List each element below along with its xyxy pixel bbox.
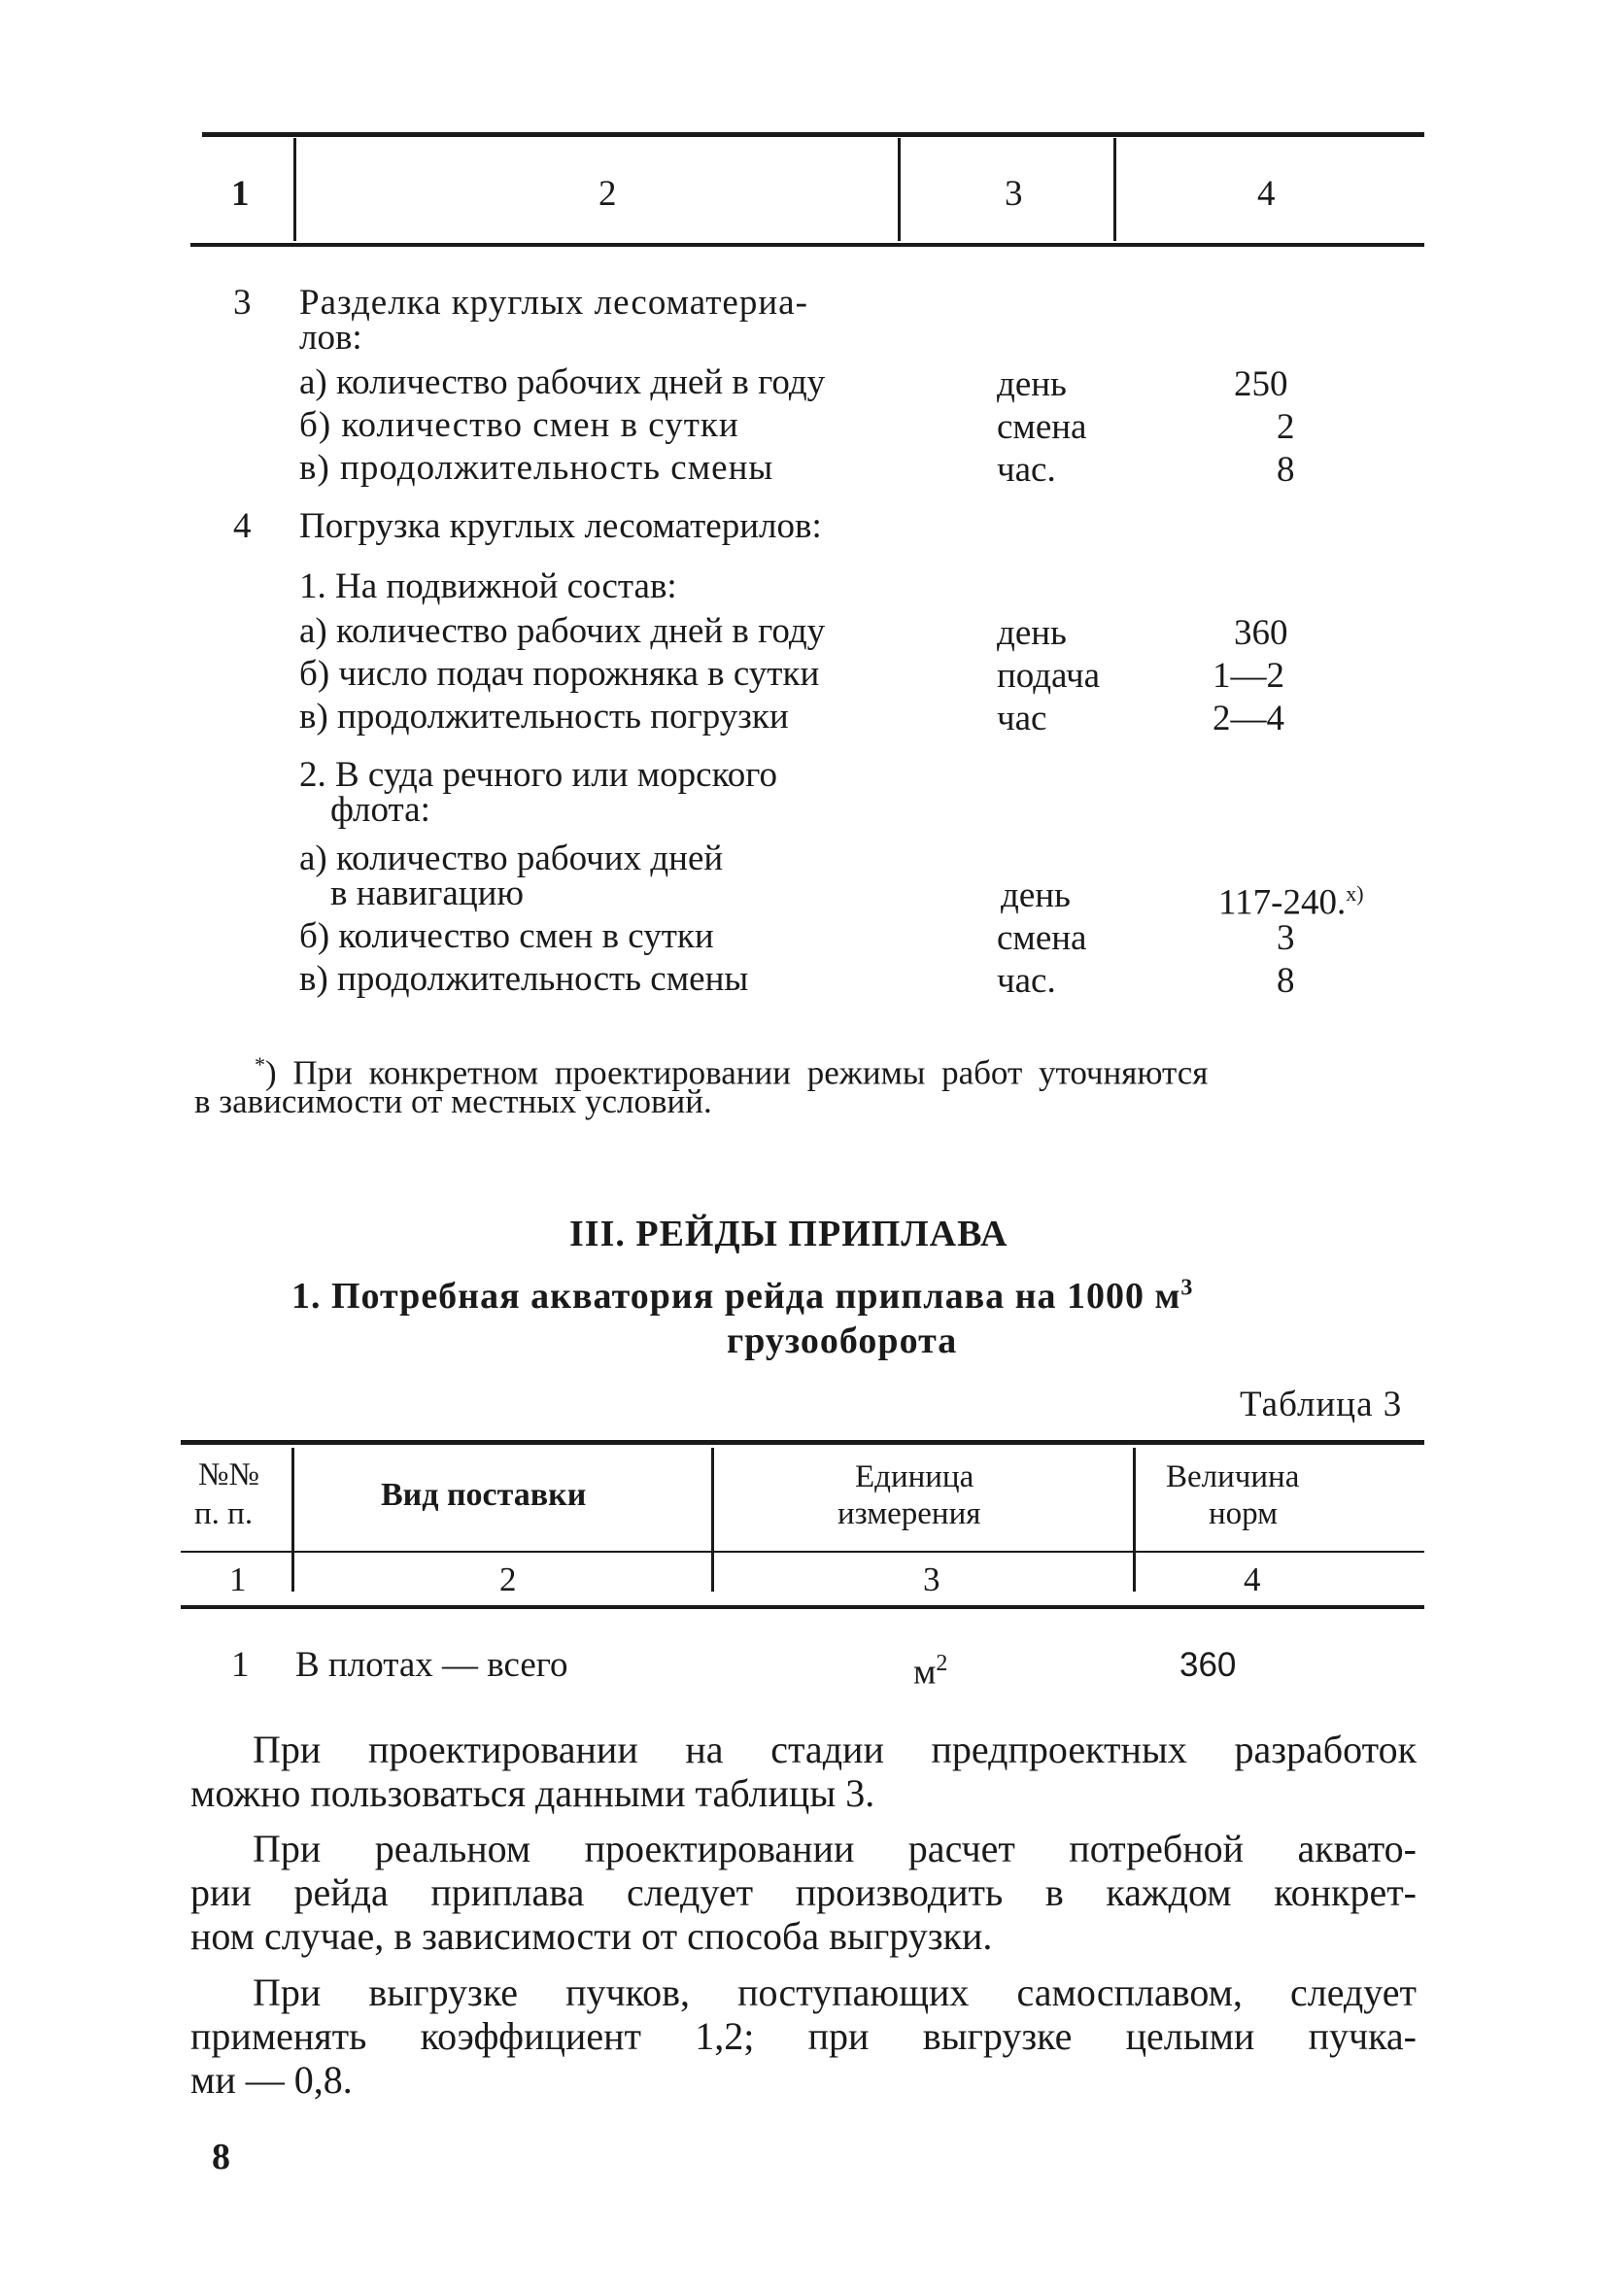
- table3-row-unit-text: м: [913, 1652, 937, 1693]
- row-description: а) количество рабочих дней в году: [299, 611, 826, 651]
- paragraph-line: рии рейда приплава следует производить в каждом конкрет-: [190, 1870, 1417, 1914]
- table3-col-number-1: 1: [229, 1560, 247, 1598]
- paragraph-line: При реальном проектировании расчет потребной аквато-: [253, 1827, 1417, 1870]
- paragraph-1: [190, 1728, 1417, 1815]
- row-description-cont: лов:: [299, 318, 362, 358]
- subsection-title-line-2: грузооборота: [727, 1320, 958, 1361]
- top-table-top-rule: [202, 132, 1424, 137]
- page-number: 8: [212, 2137, 230, 2177]
- top-table-col-1-header: 1: [231, 174, 250, 214]
- top-table-col-divider-1: [293, 138, 296, 241]
- row-unit: день: [997, 613, 1067, 653]
- row-description: б) количество смен в сутки: [299, 916, 714, 956]
- table3-row-unit-sup: 2: [936, 1651, 948, 1676]
- table3-row-value: 360: [1179, 1646, 1237, 1684]
- row-value: 8: [1277, 961, 1295, 1001]
- table3-col-number-2: 2: [499, 1560, 517, 1598]
- paragraph-line: При выгрузке пучков, поступающих самосплавом, следует: [253, 1970, 1417, 2014]
- row-unit: смена: [997, 407, 1087, 447]
- row-unit: день: [1001, 875, 1071, 915]
- paragraph-line: При проектировании на стадии предпроектных разработок: [253, 1728, 1417, 1771]
- row-value: 1—2: [1213, 656, 1284, 696]
- table3-header-bottom-rule: [181, 1605, 1424, 1609]
- row-unit: день: [997, 364, 1067, 404]
- table3-header-num-line-1: №№: [198, 1457, 259, 1492]
- paragraph-line: ном случае, в зависимости от способа выгрузки.: [190, 1914, 993, 1958]
- row-description: в) продолжительность смены: [299, 959, 749, 999]
- row-unit: час.: [997, 961, 1056, 1001]
- paragraph-line: применять коэффициент 1,2; при выгрузке целыми пучка-: [190, 2014, 1417, 2058]
- row-unit: час.: [997, 450, 1056, 490]
- table3-row-num: 1: [231, 1645, 250, 1685]
- table3-top-rule: [181, 1440, 1424, 1445]
- footnote-line-2: в зависимости от местных условий.: [194, 1082, 712, 1120]
- table3-header-unit-line-2: измерения: [837, 1496, 981, 1531]
- row-value: 250: [1234, 364, 1288, 404]
- row-description: в) продолжительность погрузки: [299, 697, 789, 737]
- top-table-col-divider-2: [898, 138, 901, 241]
- row-unit: подача: [997, 656, 1101, 696]
- row-description-cont: в навигацию: [330, 874, 525, 913]
- table3-col-number-3: 3: [923, 1560, 940, 1598]
- row-description: б) число подач порожняка в сутки: [299, 654, 820, 694]
- row-value: 3: [1277, 918, 1295, 958]
- table3-col-divider-3: [1133, 1448, 1136, 1592]
- table3-header-unit-line-1: Единица: [855, 1459, 974, 1494]
- subsection-title-line-1: [291, 1275, 1193, 1318]
- table-label: Таблица 3: [1240, 1385, 1403, 1424]
- row-unit: смена: [997, 918, 1087, 958]
- table3-header-num-line-2: п. п.: [194, 1496, 254, 1531]
- table3-col-number-4: 4: [1244, 1560, 1261, 1598]
- footnote-text: ) При конкретном проектировании режимы работ уточняются: [265, 1053, 1209, 1092]
- top-table-col-4-header: 4: [1257, 174, 1276, 214]
- top-table-header-bottom-rule: [190, 243, 1424, 247]
- row-description: Разделка круглых лесоматериа-: [299, 283, 808, 323]
- row-value: 8: [1277, 450, 1295, 490]
- row-value-text: 117-240.: [1218, 882, 1347, 923]
- paragraph-3: [190, 1970, 1417, 2102]
- table3-col-divider-1: [291, 1448, 294, 1592]
- row-description: в) продолжительность смены: [299, 448, 774, 488]
- paragraph-2: [190, 1827, 1417, 1958]
- table3-header-norm-line-2: норм: [1209, 1496, 1279, 1531]
- table3-col-divider-2: [711, 1448, 714, 1592]
- table3-header-norm-line-1: Величина: [1166, 1459, 1300, 1494]
- row-description-cont: флота:: [330, 790, 430, 830]
- subsection-title-sup: 3: [1180, 1275, 1194, 1301]
- section-title: III. РЕЙДЫ ПРИПЛАВА: [569, 1214, 1008, 1254]
- row-description: Погрузка круглых лесоматерилов:: [299, 506, 822, 546]
- subsection-title-text: 1. Потребная акватория рейда приплава на 1000 м: [291, 1276, 1181, 1317]
- top-table-col-2-header: 2: [598, 174, 617, 214]
- row-value: 360: [1234, 613, 1288, 653]
- table3-header-kind: Вид поставки: [381, 1477, 587, 1513]
- row-number: 3: [233, 283, 252, 323]
- paragraph-line: можно пользоваться данными таблицы 3.: [190, 1771, 875, 1815]
- row-description: а) количество рабочих дней в году: [299, 362, 826, 402]
- row-number: 4: [233, 506, 252, 546]
- row-description: а) количество рабочих дней: [299, 839, 724, 878]
- paragraph-line: ми — 0,8.: [190, 2058, 353, 2102]
- table3-row-kind: В плотах — всего: [295, 1645, 568, 1685]
- row-value: 2—4: [1213, 699, 1284, 738]
- table3-header-mid-rule: [181, 1551, 1424, 1553]
- footnote-mark: *: [255, 1052, 265, 1077]
- top-table-col-3-header: 3: [1005, 174, 1023, 214]
- row-value-footnote-mark: х): [1346, 881, 1364, 906]
- table3-row-unit: [913, 1642, 947, 1694]
- row-unit: час: [997, 699, 1047, 738]
- top-table-col-divider-3: [1113, 138, 1116, 241]
- row-description: 2. В суда речного или морского: [299, 755, 777, 795]
- row-value: 2: [1277, 407, 1295, 447]
- row-description: 1. На подвижной состав:: [299, 566, 677, 606]
- row-description: б) количество смен в сутки: [299, 405, 739, 445]
